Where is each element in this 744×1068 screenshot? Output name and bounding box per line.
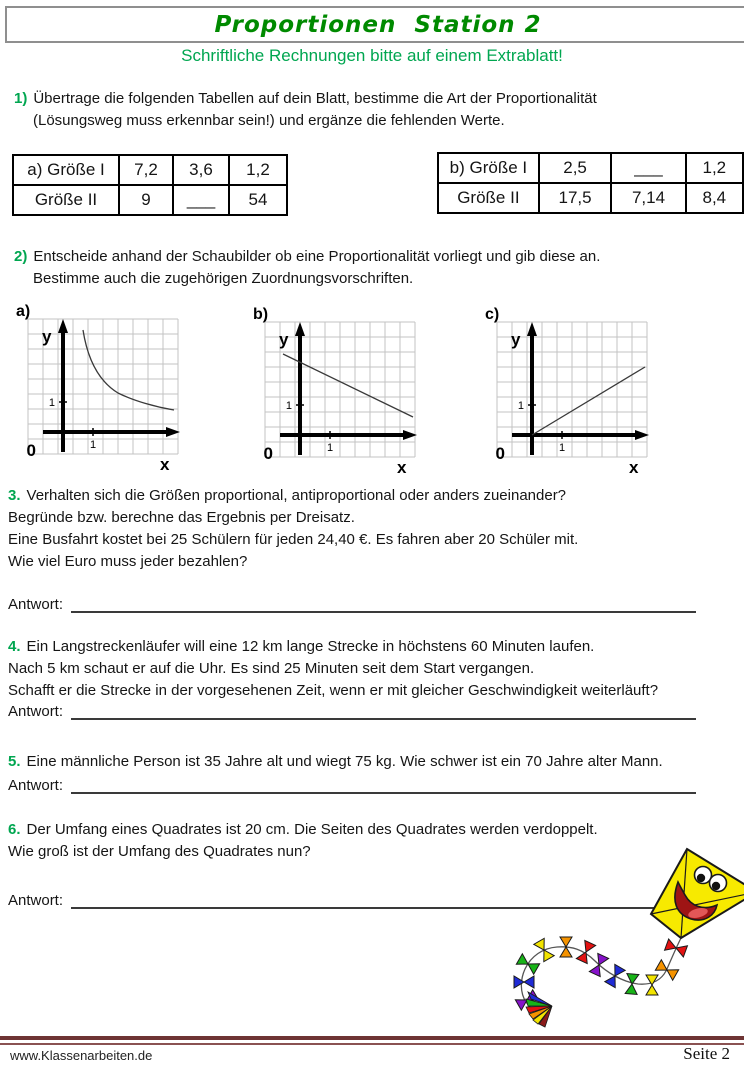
table-b-cell-blank: ___	[611, 153, 685, 183]
task-3-line-1	[8, 485, 578, 507]
y-axis-arrow	[295, 322, 305, 336]
table-a-cell: Größe II	[13, 185, 119, 215]
task-2-line-2: Bestimme auch die zugehörigen Zuordnungsvorschriften.	[33, 270, 414, 287]
task-3	[8, 485, 578, 573]
task-2	[14, 246, 600, 290]
table-a-cell-blank: ___	[173, 185, 229, 215]
x-tick-label: 1	[559, 442, 566, 454]
answer-row-task-3	[8, 594, 696, 613]
y-axis-label: y	[279, 330, 289, 349]
answer-label: Antwort:	[8, 703, 64, 720]
table-a	[12, 154, 288, 216]
axes	[43, 328, 172, 452]
curve-decreasing-line	[283, 354, 413, 417]
task-5-line-1	[8, 751, 663, 773]
task-4-line-2: Nach 5 km schaut er auf die Uhr. Es sind 25 Minuten seit dem Start vergangen.	[8, 660, 535, 677]
task-2-line-1	[14, 246, 600, 268]
table-b-cell: b) Größe I	[438, 153, 539, 183]
task-4	[8, 636, 658, 702]
task-5	[8, 751, 663, 773]
x-tick-label: 1	[90, 439, 97, 451]
task-6-number: 6.	[8, 821, 21, 838]
table-b-cell: 1,2	[686, 153, 743, 183]
x-axis-label: x	[160, 455, 170, 474]
axes	[512, 331, 641, 455]
footer-rule-thick	[0, 1036, 744, 1040]
y-tick-label: 1	[517, 400, 524, 412]
graph-b-decreasing-line	[245, 297, 430, 479]
kite-tail-tassel	[526, 992, 552, 1027]
origin-label: 0	[263, 444, 273, 463]
graph-a-hyperbola	[8, 294, 193, 476]
y-tick-label: 1	[48, 397, 55, 409]
y-axis-arrow	[58, 319, 68, 333]
task-4-line-1	[8, 636, 658, 658]
answer-label: Antwort:	[8, 892, 64, 909]
task-1-line-1	[14, 88, 597, 110]
page-subtitle: Schriftliche Rechnungen bitte auf einem Extrablatt!	[181, 46, 563, 65]
footer-website: www.Klassenarbeiten.de	[10, 1048, 153, 1063]
table-b-cell: 2,5	[539, 153, 612, 183]
table-a-cell: 1,2	[229, 155, 287, 185]
curve-hyperbola	[83, 330, 174, 410]
answer-label: Antwort:	[8, 596, 64, 613]
task-1	[14, 88, 597, 132]
table-row	[13, 185, 287, 215]
kite-body	[651, 849, 744, 938]
page-title: Proportionen Station 2	[214, 11, 542, 38]
table-a-cell: 3,6	[173, 155, 229, 185]
task-5-number: 5.	[8, 753, 21, 770]
table-b-cell: 17,5	[539, 183, 612, 213]
kite-clipart	[495, 835, 744, 1040]
task-1-text-1: Übertrage die folgenden Tabellen auf dein Blatt, bestimme die Art der Proportionalität	[33, 90, 597, 107]
answer-blank-line	[71, 775, 696, 794]
task-6-text-1: Der Umfang eines Quadrates ist 20 cm. Die Seiten des Quadrates werden verdoppelt.	[26, 821, 598, 838]
y-axis-label: y	[511, 330, 521, 349]
table-b-cell: 7,14	[611, 183, 685, 213]
task-3-text-1: Verhalten sich die Größen proportional, antiproportional oder anders zueinander?	[26, 487, 567, 504]
graph-c-label: c)	[485, 306, 500, 323]
table-row	[438, 183, 743, 213]
table-row	[13, 155, 287, 185]
title-box	[5, 6, 744, 43]
table-a-cell: 9	[119, 185, 173, 215]
graph-a-label: a)	[16, 303, 31, 320]
task-3-number: 3.	[8, 487, 21, 504]
origin-label: 0	[26, 441, 36, 460]
task-2-number: 2)	[14, 248, 28, 265]
table-b	[437, 152, 744, 214]
y-axis-label: y	[42, 327, 52, 346]
y-axis-arrow	[527, 322, 537, 336]
y-tick-label: 1	[285, 400, 292, 412]
table-a-cell: 54	[229, 185, 287, 215]
curve-increasing-line	[532, 367, 645, 435]
task-4-text-1: Ein Langstreckenläufer will eine 12 km lange Strecke in höchstens 60 Minuten laufen.	[26, 638, 595, 655]
task-3-line-4: Wie viel Euro muss jeder bezahlen?	[8, 553, 248, 570]
answer-blank-line	[71, 701, 696, 720]
x-axis-label: x	[629, 458, 639, 477]
table-a-cell: 7,2	[119, 155, 173, 185]
answer-row-task-4	[8, 701, 696, 720]
task-4-number: 4.	[8, 638, 21, 655]
footer-page-number: Seite 2	[683, 1044, 730, 1063]
origin-label: 0	[495, 444, 505, 463]
answer-row-task-5	[8, 775, 696, 794]
x-tick-label: 1	[327, 442, 334, 454]
task-2-text-1: Entscheide anhand der Schaubilder ob eine Proportionalität vorliegt und gib diese an.	[33, 248, 601, 265]
table-b-cell: Größe II	[438, 183, 539, 213]
answer-blank-line	[71, 594, 696, 613]
task-3-line-3: Eine Busfahrt kostet bei 25 Schülern für jeden 24,40 €. Es fahren aber 20 Schüler mit.	[8, 531, 579, 548]
table-b-cell: 8,4	[686, 183, 743, 213]
axes	[280, 331, 409, 455]
task-1-line-2: (Lösungsweg muss erkennbar sein!) und ergänze die fehlenden Werte.	[33, 112, 505, 129]
graph-c-increasing-line	[477, 297, 662, 479]
task-4-line-3: Schafft er die Strecke in der vorgesehenen Zeit, wenn er mit gleicher Geschwindigkeit weiterläuft?	[8, 682, 659, 699]
task-3-line-2: Begründe bzw. berechne das Ergebnis per Dreisatz.	[8, 509, 355, 526]
task-6-line-2: Wie groß ist der Umfang des Quadrates nun?	[8, 843, 311, 860]
x-axis-label: x	[397, 458, 407, 477]
graph-b-label: b)	[253, 306, 269, 323]
footer-rule-thin	[0, 1043, 744, 1045]
answer-label: Antwort:	[8, 777, 64, 794]
table-a-cell: a) Größe I	[13, 155, 119, 185]
task-5-text-1: Eine männliche Person ist 35 Jahre alt und wiegt 75 kg. Wie schwer ist ein 70 Jahre alter Mann.	[26, 753, 663, 770]
task-1-number: 1)	[14, 90, 28, 107]
table-row	[438, 153, 743, 183]
